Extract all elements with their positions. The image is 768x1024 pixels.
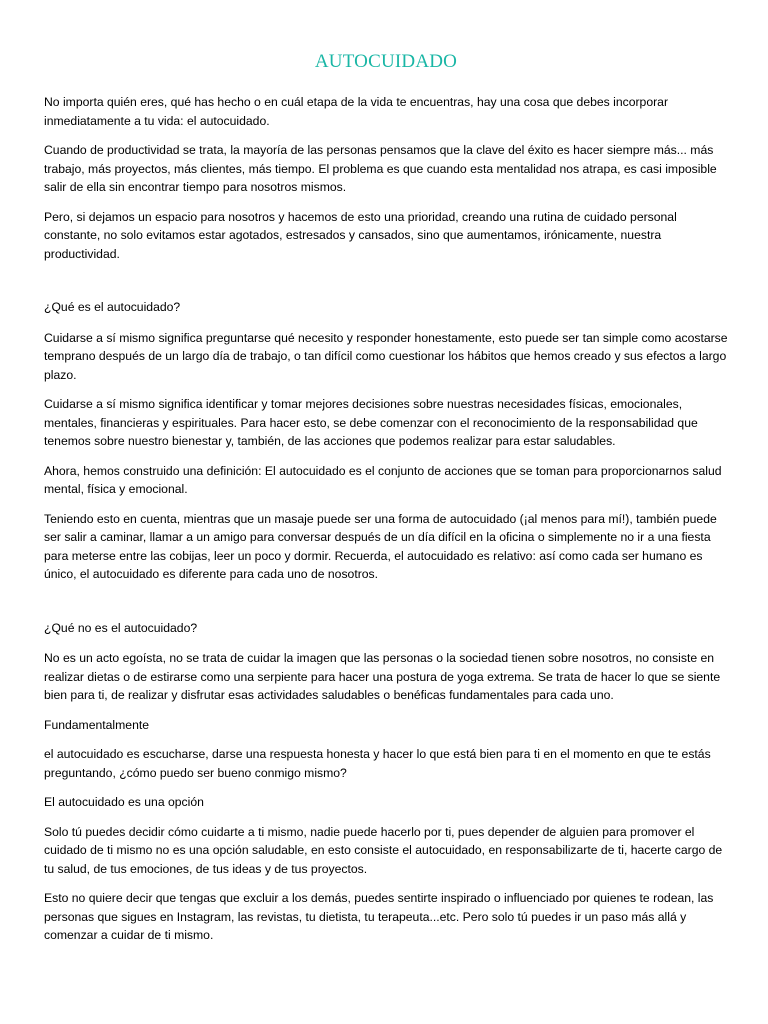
paragraph-definition-1: Cuidarse a sí mismo significa preguntarse qué necesito y responder honestamente, esto puede ser tan simple como acostarse temprano después de un largo día de trabajo, o tan difícil como cuestionar los hábitos que hemos creado y sus efectos a largo plazo. (44, 330, 728, 382)
section-heading-what-is-not: ¿Qué no es el autocuidado? (44, 620, 198, 635)
document-page (44, 50, 728, 956)
section-spacer (44, 595, 728, 619)
paragraph-examples: Teniendo esto en cuenta, mientras que un masaje puede ser una forma de autocuidado (¡al menos para mí!), también puede ser salir a caminar, llamar a un amigo para conversar después de un día difícil en la oficina o simplemente no ir a una fiesta para meterse entre las cobijas, leer un poco y dormir. Recuerda, el autocuidado es relativo: así como cada ser humano es único, el autocuidado es diferente para cada uno de nosotros. (44, 511, 717, 581)
paragraph-priority: Pero, si dejamos un espacio para nosotros y hacemos de esto una prioridad, creando una rutina de cuidado personal constante, no solo evitamos estar agotados, estresados y cansados, sino que aumentamos, irónicamente, nuestra productividad. (44, 209, 677, 261)
section-heading-what-is: ¿Qué es el autocuidado? (44, 300, 181, 314)
paragraph-productivity: Cuando de productividad se trata, la mayoría de las personas pensamos que la clave del éxito es hacer siempre más... más trabajo, más proyectos, más clientes, más tiempo. El problema es que cuando esta mentalidad nos atrapa, es casi imposible salir de ella sin encontrar tiempo para nosotros mismos. (44, 143, 717, 194)
paragraph-definition-3: Ahora, hemos construido una definición: El autocuidado es el conjunto de acciones que se toman para proporcionarnos salud mental, física y emocional. (44, 463, 722, 496)
paragraph-not-selfish: No es un acto egoísta, no se trata de cuidar la imagen que las personas o la sociedad tienen sobre nosotros, no consiste en realizar dietas o de estirarse como una serpiente para hacer una postura de yoga extrema. Se trata de hacer lo que se siente bien para ti, de realizar y disfrutar esas actividades saludables o benéficas fundamentales para cada uno. (44, 651, 721, 702)
subheading-fundamentally: Fundamentalmente (44, 717, 150, 732)
section-spacer (44, 274, 728, 298)
document-title: AUTOCUIDADO (314, 51, 458, 72)
paragraph-definition-2: Cuidarse a sí mismo significa identificar y tomar mejores decisiones sobre nuestras necesidades físicas, emocionales, mentales, financieras y espirituales. Para hacer esto, se debe comenzar con el reconocimiento de la responsabilidad que tenemos sobre nuestro bienestar y, también, de las acciones que podemos realizar para estar saludables. (44, 397, 698, 448)
paragraph-only-you: Solo tú puedes decidir cómo cuidarte a ti mismo, nadie puede hacerlo por ti, pues depender de alguien para promover el cuidado de ti mismo no es una opción saludable, en esto consiste el autocuidado, en responsabilizarte de ti, hacerte cargo de tu salud, de tus emociones, de tus ideas y de tus proyectos. (44, 824, 723, 876)
paragraph-intro: No importa quién eres, qué has hecho o en cuál etapa de la vida te encuentras, hay una cosa que debes incorporar inmediatamente a tu vida: el autocuidado. (44, 95, 669, 128)
paragraph-others: Esto no quiere decir que tengas que excluir a los demás, puedes sentirte inspirado o influenciado por quienes te rodean, las personas que sigues en Instagram, las revistas, tu dietista, tu terapeuta...etc. Pero solo tú puedes ir un paso más allá y comenzar a cuidar de ti mismo. (44, 891, 714, 942)
paragraph-listening: el autocuidado es escucharse, darse una respuesta honesta y hacer lo que está bien para ti en el momento en que te estás preguntando, ¿cómo puedo ser bueno conmigo mismo? (44, 747, 711, 780)
subheading-option: El autocuidado es una opción (44, 795, 204, 809)
